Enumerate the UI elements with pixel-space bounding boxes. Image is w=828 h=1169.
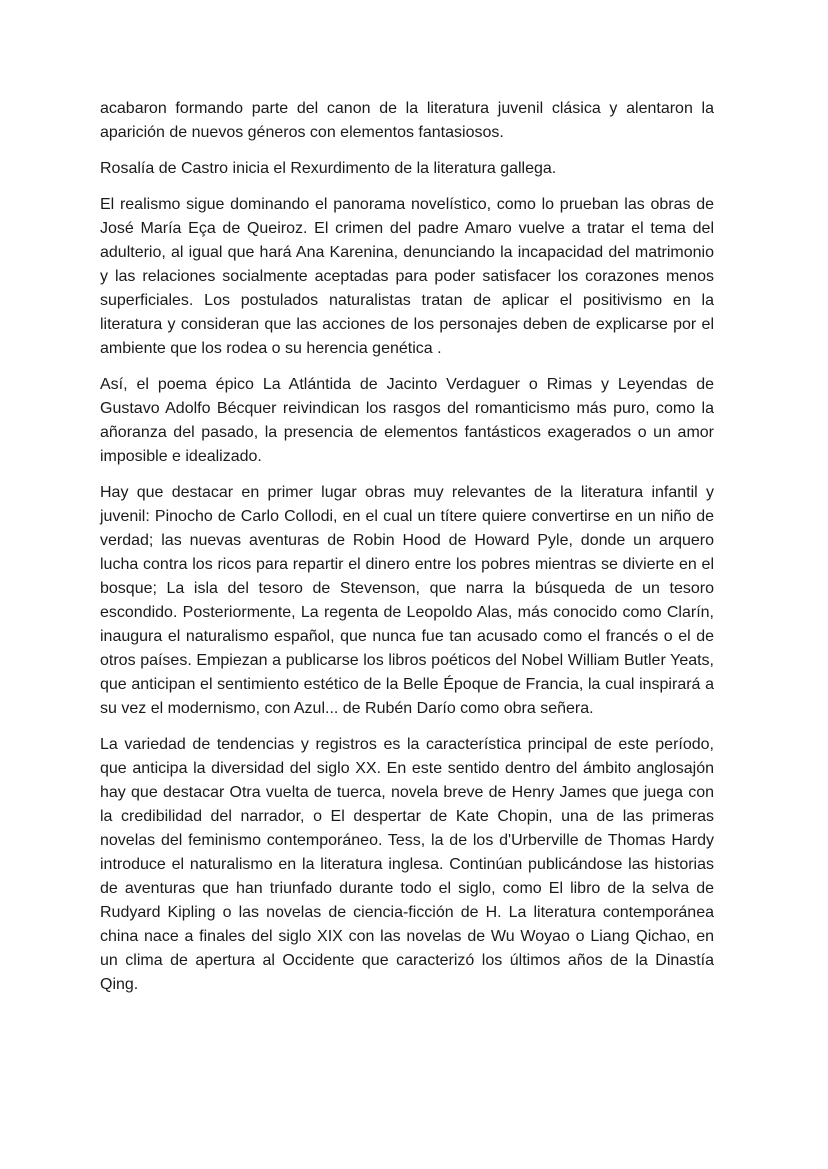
document-page — [100, 97, 714, 1009]
paragraph-literatura-infantil: Hay que destacar en primer lugar obras muy relevantes de la literatura infantil y juvenil: Pinocho de Carlo Collodi, en el cual un títere quiere convertirse en un niño de verdad; las nuevas aventuras de Robin Hood de Howard Pyle, donde un arquero lucha contra los ricos para repartir el dinero entre los pobres mientras se divierte en el bosque; La isla del tesoro de Stevenson, que narra la búsqueda de un tesoro escondido. Posteriormente, La regenta de Leopoldo Alas, más conocido como Clarín, inaugura el naturalismo español, que nunca fue tan acusado como el francés o el de otros países. Empiezan a publicarse los libros poéticos del Nobel William Butler Yeats, que anticipan el sentimiento estético de la Belle Époque de Francia, la cual inspirará a su vez el modernismo, con Azul... de Rubén Darío como obra señera. — [100, 484, 714, 717]
paragraph-rosalia: Rosalía de Castro inicia el Rexurdimento de la literatura gallega. — [100, 160, 557, 177]
paragraph-romanticismo: Así, el poema épico La Atlántida de Jacinto Verdaguer o Rimas y Leyendas de Gustavo Adolfo Bécquer reivindican los rasgos del romanticismo más puro, como la añoranza del pasado, la presencia de elementos fantásticos exagerados o un amor imposible e idealizado. — [100, 376, 714, 465]
paragraph-realismo: El realismo sigue dominando el panorama novelístico, como lo prueban las obras de José María Eça de Queiroz. El crimen del padre Amaro vuelve a tratar el tema del adulterio, al igual que hará Ana Karenina, denunciando la incapacidad del matrimonio y las relaciones socialmente aceptadas para poder satisfacer los corazones menos superficiales. Los postulados naturalistas tratan de aplicar el positivismo en la literatura y consideran que las acciones de los personajes deben de explicarse por el ambiente que los rodea o su herencia genética . — [100, 196, 714, 357]
paragraph-canon-juvenil: acabaron formando parte del canon de la literatura juvenil clásica y alentaron la aparición de nuevos géneros con elementos fantasiosos. — [100, 100, 714, 141]
paragraph-variedad-tendencias: La variedad de tendencias y registros es la característica principal de este período, que anticipa la diversidad del siglo XX. En este sentido dentro del ámbito anglosajón hay que destacar Otra vuelta de tuerca, novela breve de Henry James que juega con la credibilidad del narrador, o El despertar de Kate Chopin, una de las primeras novelas del feminismo contemporáneo. Tess, la de los d'Urberville de Thomas Hardy introduce el naturalismo en la literatura inglesa. Continúan publicándose las historias de aventuras que han triunfado durante todo el siglo, como El libro de la selva de Rudyard Kipling o las novelas de ciencia-ficción de H. La literatura contemporánea china nace a finales del siglo XIX con las novelas de Wu Woyao o Liang Qichao, en un clima de apertura al Occidente que caracterizó los últimos años de la Dinastía Qing. — [100, 736, 714, 993]
